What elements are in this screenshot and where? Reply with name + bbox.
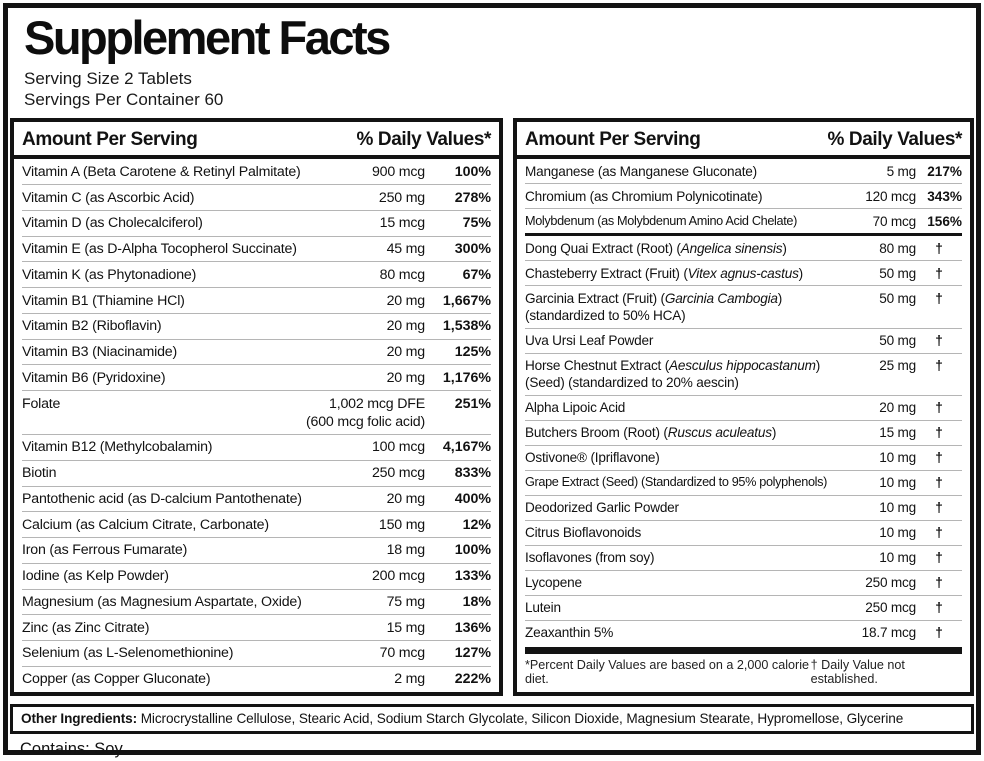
ingredient-amount: 250 mcg — [371, 465, 425, 482]
daily-value: 75% — [462, 215, 491, 232]
ingredient-amount: 250 mcg — [865, 575, 916, 591]
table-row — [22, 159, 491, 184]
table-row — [22, 236, 491, 262]
daily-value: 100% — [454, 542, 491, 559]
ingredient-name: Chromium (as Chromium Polynicotinate) — [525, 188, 763, 204]
right-table-rows — [517, 159, 970, 644]
table-row — [525, 208, 962, 233]
left-header-dv-label: % Daily Values* — [356, 129, 491, 151]
daily-value: 1,538% — [442, 318, 491, 335]
table-row — [22, 537, 491, 563]
daily-value: † — [935, 400, 943, 416]
ingredient-name: Copper (as Copper Gluconate) — [22, 671, 211, 688]
table-row — [22, 511, 491, 537]
servings-per-container-text: Servings Per Container 60 — [24, 89, 224, 109]
daily-value: 4,167% — [442, 439, 491, 456]
table-row — [525, 620, 962, 645]
table-row — [22, 261, 491, 287]
table-row — [525, 420, 962, 445]
table-row — [22, 339, 491, 365]
left-table-header — [14, 122, 499, 159]
daily-value: 278% — [454, 189, 491, 206]
table-row — [525, 328, 962, 353]
serving-size-text: Serving Size 2 Tablets — [24, 68, 192, 88]
table-row — [525, 353, 962, 395]
ingredient-amount: 250 mg — [378, 189, 425, 206]
daily-value: † — [935, 290, 943, 306]
daily-value: 136% — [454, 619, 491, 636]
ingredient-amount: 20 mg — [386, 344, 425, 361]
ingredient-amount: 18.7 mcg — [861, 625, 916, 641]
table-row — [22, 313, 491, 339]
page-title: Supplement Facts — [24, 11, 389, 64]
ingredient-amount: 120 mcg — [865, 188, 916, 204]
daily-value: 251% — [454, 395, 491, 412]
ingredient-name: Lutein — [525, 600, 561, 616]
ingredient-name: Iron (as Ferrous Fumarate) — [22, 542, 188, 559]
table-row — [22, 364, 491, 390]
ingredient-name: Zeaxanthin 5% — [525, 625, 614, 641]
daily-value: † — [935, 600, 943, 616]
daily-value: † — [935, 500, 943, 516]
table-row — [525, 570, 962, 595]
ingredient-name: Molybdenum (as Molybdenum Amino Acid Chelate) — [525, 213, 797, 228]
ingredient-amount: 20 mg — [386, 490, 425, 507]
ingredient-amount: 70 mcg — [872, 213, 916, 229]
contains-statement: Contains: Soy — [20, 739, 123, 758]
ingredient-amount: 15 mg — [386, 619, 425, 636]
table-row — [525, 285, 962, 327]
ingredient-amount: 15 mg — [879, 425, 916, 441]
daily-value: 127% — [454, 645, 491, 662]
ingredient-name: Vitamin K (as Phytonadione) — [22, 266, 197, 283]
daily-value: 125% — [454, 344, 491, 361]
table-row — [525, 545, 962, 570]
daily-value: 343% — [927, 188, 962, 204]
ingredient-amount: 80 mg — [879, 240, 916, 256]
ingredient-name: Isoflavones (from soy) — [525, 550, 655, 566]
facts-panel-left — [10, 118, 503, 695]
ingredient-name: Vitamin B6 (Pyridoxine) — [22, 369, 166, 386]
daily-value: † — [935, 265, 943, 281]
left-header-amount-label: Amount Per Serving — [22, 129, 198, 151]
daily-value: † — [935, 525, 943, 541]
ingredient-name: Butchers Broom (Root) (Ruscus aculeatus) — [525, 425, 777, 441]
daily-value: 400% — [454, 490, 491, 507]
daily-value: † — [935, 425, 943, 441]
daily-value: 100% — [454, 163, 491, 180]
ingredient-amount: 150 mg — [378, 516, 425, 533]
footnote-divider-bar — [525, 647, 962, 654]
other-ingredients-label: Other Ingredients: — [21, 710, 138, 726]
ingredient-amount: 2 mg — [394, 671, 425, 688]
ingredient-amount: 10 mg — [879, 550, 916, 566]
right-table-header — [517, 122, 970, 159]
ingredient-amount: 15 mcg — [379, 215, 425, 232]
ingredient-amount: 45 mg — [386, 241, 425, 258]
table-row — [22, 486, 491, 512]
ingredient-amount: 10 mg — [879, 450, 916, 466]
label-title-section — [8, 8, 976, 115]
table-row — [22, 287, 491, 313]
table-row — [525, 495, 962, 520]
right-header-amount-label: Amount Per Serving — [525, 129, 701, 151]
daily-value: 12% — [462, 516, 491, 533]
daily-value: † — [935, 575, 943, 591]
ingredient-name: Manganese (as Manganese Gluconate) — [525, 163, 757, 179]
table-row — [525, 260, 962, 285]
ingredient-amount: 200 mcg — [371, 568, 425, 585]
daily-value: † — [935, 333, 943, 348]
ingredient-amount: 50 mg — [879, 290, 916, 306]
ingredient-name: Vitamin B2 (Riboflavin) — [22, 318, 162, 335]
ingredient-name: Selenium (as L-Selenomethionine) — [22, 645, 234, 662]
table-row — [22, 666, 491, 692]
ingredient-name: Horse Chestnut Extract (Aesculus hippocastanum) (Seed) (standardized to 20% aescin) — [525, 357, 821, 391]
right-header-dv-label: % Daily Values* — [827, 129, 962, 151]
daily-value: 222% — [454, 671, 491, 688]
daily-value: † — [935, 240, 943, 256]
facts-panels — [10, 118, 974, 695]
ingredient-name: Lycopene — [525, 575, 582, 591]
daily-value: 300% — [454, 241, 491, 258]
left-table-rows — [14, 159, 499, 691]
ingredient-amount: 25 mg — [879, 357, 916, 373]
daily-value: 833% — [454, 465, 491, 482]
ingredient-name: Pantothenic acid (as D-calcium Pantothenate) — [22, 490, 302, 507]
table-row — [22, 390, 491, 434]
ingredient-amount: 900 mcg — [371, 163, 425, 180]
ingredient-amount: 50 mg — [879, 333, 916, 348]
ingredient-amount: 10 mg — [879, 475, 916, 491]
table-row — [22, 614, 491, 640]
ingredient-amount: 5 mg — [886, 163, 916, 179]
ingredient-amount: 70 mcg — [379, 645, 425, 662]
ingredient-name: Folate — [22, 395, 61, 412]
table-row — [22, 460, 491, 486]
ingredient-name: Citrus Bioflavonoids — [525, 525, 642, 541]
ingredient-name: Alpha Lipoic Acid — [525, 400, 626, 416]
ingredient-name: Vitamin B12 (Methylcobalamin) — [22, 439, 213, 456]
ingredient-amount: 75 mg — [386, 593, 425, 610]
ingredient-name: Deodorized Garlic Powder — [525, 500, 679, 516]
table-row — [525, 520, 962, 545]
daily-value: 1,176% — [442, 369, 491, 386]
table-row — [22, 640, 491, 666]
other-ingredients-text: Microcrystalline Cellulose, Stearic Acid, Sodium Starch Glycolate, Silicon Dioxide, Magnesium Stearate, Hypromellose, Glycerine — [137, 710, 904, 726]
ingredient-amount: 20 mg — [879, 400, 916, 416]
ingredient-name: Chasteberry Extract (Fruit) (Vitex agnus-castus) — [525, 265, 803, 281]
table-row — [525, 395, 962, 420]
daily-value: † — [935, 625, 943, 641]
ingredient-name: Vitamin E (as D-Alpha Tocopherol Succinate) — [22, 241, 297, 258]
table-row — [22, 184, 491, 210]
ingredient-name: Vitamin B1 (Thiamine HCl) — [22, 292, 185, 309]
table-row — [22, 589, 491, 615]
table-row — [22, 434, 491, 460]
table-row — [525, 445, 962, 470]
daily-value: † — [935, 475, 943, 491]
ingredient-amount: 18 mg — [386, 542, 425, 559]
label-outer-border — [3, 3, 981, 758]
daily-value: † — [935, 357, 943, 373]
ingredient-amount: 10 mg — [879, 525, 916, 541]
ingredient-amount: 20 mg — [386, 369, 425, 386]
ingredient-name: Zinc (as Zinc Citrate) — [22, 619, 150, 636]
ingredient-amount: 20 mg — [386, 318, 425, 335]
ingredient-amount: 80 mcg — [379, 266, 425, 283]
ingredient-amount: 10 mg — [879, 500, 916, 516]
ingredient-name: Dong Quai Extract (Root) (Angelica sinensis) — [525, 240, 787, 256]
daily-value: 217% — [927, 163, 962, 179]
other-ingredients-box — [10, 704, 974, 734]
footnote-row — [517, 654, 970, 692]
ingredient-name: Iodine (as Kelp Powder) — [22, 568, 169, 585]
facts-panel-right — [513, 118, 974, 695]
table-row — [525, 470, 962, 495]
ingredient-amount: 50 mg — [879, 265, 916, 281]
daily-value: 1,667% — [442, 292, 491, 309]
footnote-dagger: † Daily Value not established. — [810, 657, 905, 686]
table-row — [22, 563, 491, 589]
table-row — [525, 233, 962, 260]
ingredient-amount: 1,002 mcg DFE (600 mcg folic acid) — [305, 395, 425, 430]
ingredient-name: Vitamin B3 (Niacinamide) — [22, 344, 178, 361]
ingredient-name: Garcinia Extract (Fruit) (Garcinia Cambogia) (standardized to 50% HCA) — [525, 290, 783, 324]
table-row — [525, 595, 962, 620]
ingredient-name: Vitamin C (as Ascorbic Acid) — [22, 189, 195, 206]
ingredient-name: Vitamin A (Beta Carotene & Retinyl Palmitate) — [22, 163, 301, 180]
ingredient-name: Uva Ursi Leaf Powder — [525, 333, 654, 348]
ingredient-name: Ostivone® (Ipriflavone) — [525, 450, 660, 466]
daily-value: † — [935, 450, 943, 466]
table-row — [525, 183, 962, 208]
daily-value: † — [935, 550, 943, 566]
ingredient-name: Vitamin D (as Cholecalciferol) — [22, 215, 203, 232]
ingredient-amount: 250 mcg — [865, 600, 916, 616]
daily-value: 67% — [462, 266, 491, 283]
footnote-daily-values: *Percent Daily Values are based on a 2,000 calorie diet. — [525, 657, 809, 686]
ingredient-name: Grape Extract (Seed) (Standardized to 95% polyphenols) — [525, 475, 827, 490]
ingredient-name: Magnesium (as Magnesium Aspartate, Oxide) — [22, 593, 302, 610]
ingredient-amount: 20 mg — [386, 292, 425, 309]
ingredient-amount: 100 mcg — [371, 439, 425, 456]
table-row — [525, 159, 962, 183]
daily-value: 18% — [462, 593, 491, 610]
ingredient-name: Calcium (as Calcium Citrate, Carbonate) — [22, 516, 269, 533]
ingredient-name: Biotin — [22, 465, 57, 482]
daily-value: 156% — [927, 213, 962, 229]
daily-value: 133% — [454, 568, 491, 585]
table-row — [22, 210, 491, 236]
